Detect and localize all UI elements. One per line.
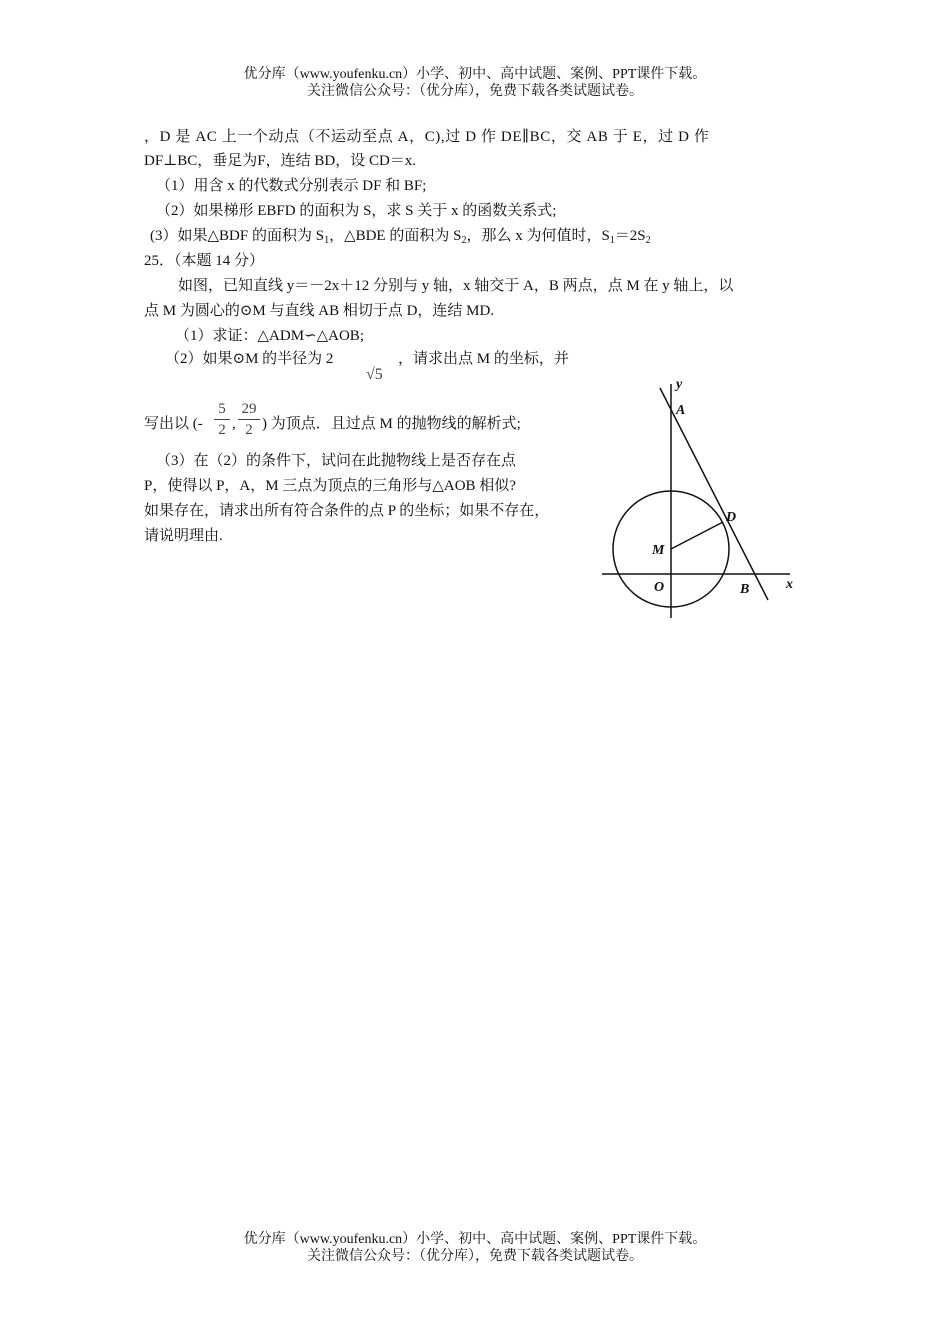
q25-part-1: （1）求证：△ADM∽△AOB; [175,328,364,344]
label-y: y [676,377,683,392]
subscript: 2 [461,235,467,246]
q25-part-3-line-2: P，使得以 P，A，M 三点为顶点的三角形与△AOB 相似? [144,478,516,494]
q25-part-3-line-3: 如果存在，请求出所有符合条件的点 P 的坐标；如果不存在， [144,503,550,519]
subscript: 1 [609,235,615,246]
segment-md [671,522,723,549]
subscript: 2 [645,235,651,246]
page-footer [0,1231,950,1265]
label-m: M [652,543,665,558]
fraction-denominator: 2 [218,422,226,438]
q25-part-3-line-4: 请说明理由. [144,528,223,544]
subscript: 1 [324,235,330,246]
line-ab [660,388,768,600]
fraction-denominator: 2 [245,422,253,438]
q25-part-2a: （2）如果⊙M 的半径为 2 [165,351,334,367]
footer-line-1: 优分库（www.youfenku.cn）小学、初中、高中试题、案例、PPT课件下载。 [243,1232,707,1247]
q24-line-2: DF⊥BC，垂足为F，连结 BD，设 CD＝x. [144,153,417,169]
sqrt-five: √5 [366,366,383,383]
comma: , [232,416,236,432]
header-line-2: 关注微信公众号：（优分库），免费下载各类试题试卷。 [307,84,643,99]
label-o: O [654,580,665,595]
q24-part-3-text-c: ，那么 x 为何值时，S [466,228,610,244]
fraction-numerator: 5 [218,401,226,417]
fraction-twenty-nine-halves [238,400,260,439]
q25-stem-2: 点 M 为圆心的⊙M 与直线 AB 相切于点 D，连结 MD. [144,303,495,319]
q25-number: 25．（本题 14 分） [144,253,265,269]
q24-part-3-text-d: ＝2S [614,228,646,244]
q25-part-2c-suffix: ) 为顶点．且过点 M 的抛物线的解析式; [262,416,521,432]
fraction-bar [238,419,260,420]
header-line-1: 优分库（www.youfenku.cn）小学、初中、高中试题、案例、PPT课件下载。 [243,67,707,82]
label-b: B [740,582,750,597]
q24-part-3 [150,226,651,246]
q24-part-3-text-a: (3）如果△BDF 的面积为 S [150,228,325,244]
fraction-bar [214,419,230,420]
label-a: A [676,403,686,418]
label-d: D [726,510,737,525]
fraction-numerator: 29 [241,401,257,417]
geometry-figure [600,372,810,622]
q25-stem-1: 如图，已知直线 y＝－2x＋12 分别与 y 轴，x 轴交于 A，B 两点，点 M 在 y 轴上，以 [178,278,734,294]
label-x: x [786,577,793,592]
q24-part-2: （2）如果梯形 EBFD 的面积为 S，求 S 关于 x 的函数关系式; [156,203,557,219]
q25-part-3-line-1: （3）在（2）的条件下，试问在此抛物线上是否存在点 [156,453,517,469]
q24-line-1: ，D 是 AC 上一个动点（不运动至点 A，C),过 D 作 DE∥BC，交 AB 于 E，过 D 作 [144,129,710,145]
q24-part-1: （1）用含 x 的代数式分别表示 DF 和 BF; [156,178,427,194]
page-header [0,66,950,100]
q25-part-2c-prefix: 写出以 (- [144,416,203,432]
q24-part-3-text-b: ，△BDE 的面积为 S [329,228,462,244]
footer-line-2: 关注微信公众号：（优分库），免费下载各类试题试卷。 [307,1249,643,1264]
q25-part-2b: ，请求出点 M 的坐标，并 [398,351,569,367]
fraction-five-halves [214,400,230,439]
